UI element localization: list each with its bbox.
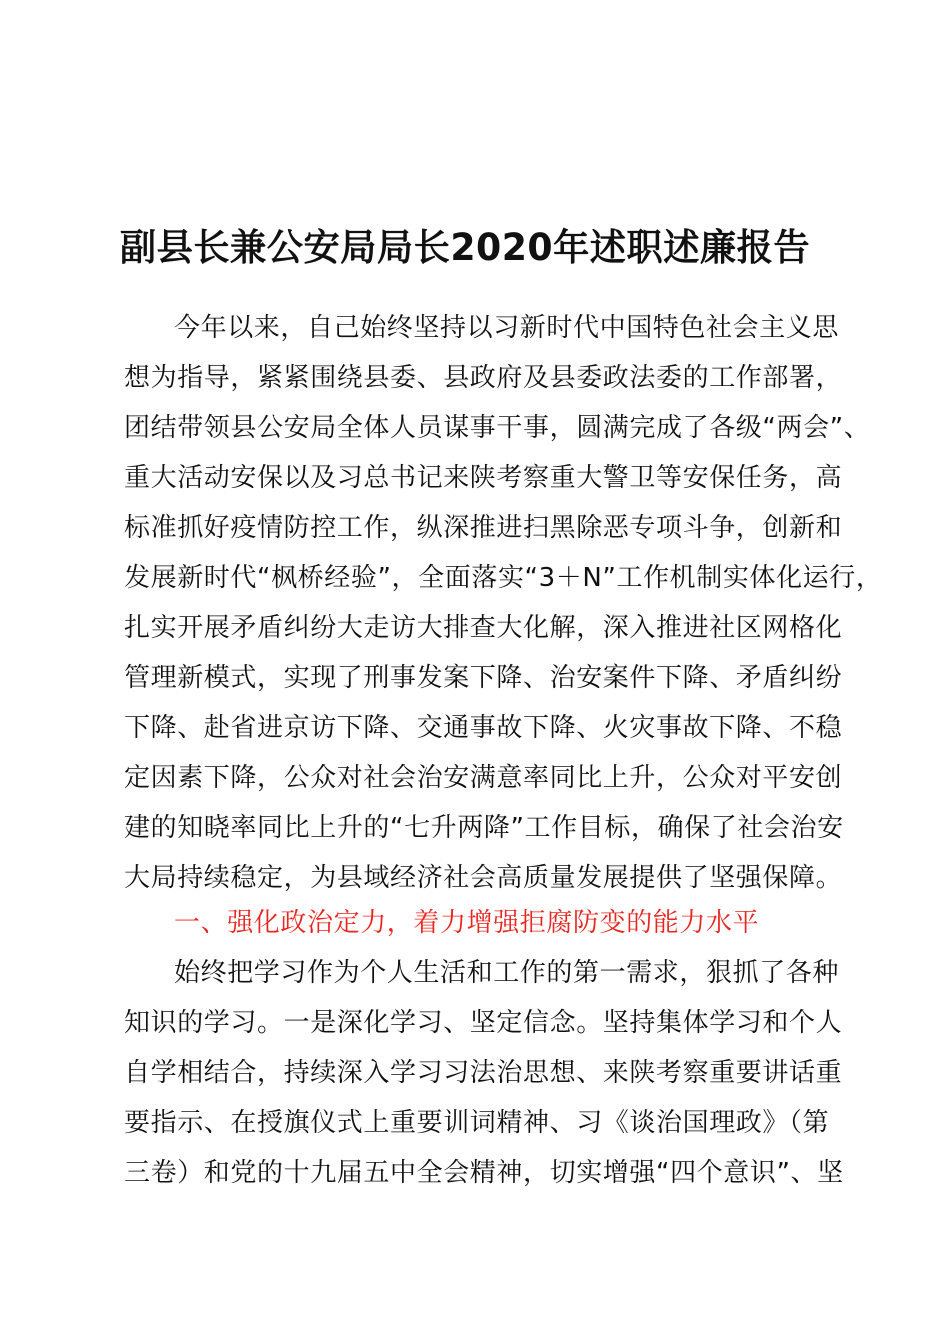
paragraph-line: 团结带领县公安局全体人员谋事干事，圆满完成了各级“两会”、 — [124, 413, 871, 443]
paragraph-line: 建的知晓率同比上升的“七升两降”工作目标，确保了社会治安 — [124, 813, 844, 843]
paragraph-line: 三卷）和党的十九届五中全会精神，切实增强“四个意识”、坚 — [124, 1158, 844, 1188]
paragraph-line: 大局持续稳定，为县域经济社会高质量发展提供了坚强保障。 — [124, 863, 843, 893]
paragraph-line: 定因素下降，公众对社会治安满意率同比上升，公众对平安创 — [124, 763, 843, 793]
paragraph-line: 管理新模式，实现了刑事发案下降、治安案件下降、矛盾纠纷 — [124, 663, 843, 693]
paragraph-line: 始终把学习作为个人生活和工作的第一需求，狠抓了各种 — [174, 958, 840, 988]
section-heading: 一、强化政治定力，着力增强拒腐防变的能力水平 — [174, 908, 760, 938]
paragraph-line: 标准抓好疫情防控工作，纵深推进扫黑除恶专项斗争，创新和 — [124, 513, 843, 543]
paragraph-line: 知识的学习。一是深化学习、坚定信念。坚持集体学习和个人 — [124, 1008, 843, 1038]
paragraph-line: 自学相结合，持续深入学习习法治思想、来陕考察重要讲话重 — [124, 1058, 843, 1088]
paragraph-line: 下降、赴省进京访下降、交通事故下降、火灾事故下降、不稳 — [124, 713, 843, 743]
paragraph-line: 想为指导，紧紧围绕县委、县政府及县委政法委的工作部署， — [124, 363, 843, 393]
paragraph-line: 扎实开展矛盾纠纷大走访大排查大化解，深入推进社区网格化 — [124, 613, 843, 643]
paragraph-line: 今年以来，自己始终坚持以习新时代中国特色社会主义思 — [174, 313, 840, 343]
paragraph-line: 发展新时代“枫桥经验”，全面落实“3＋N”工作机制实体化运行， — [124, 563, 883, 593]
paragraph-line: 重大活动安保以及习总书记来陕考察重大警卫等安保任务，高 — [124, 463, 843, 493]
document-title: 副县长兼公安局局长2020年述职述廉报告 — [119, 226, 811, 269]
paragraph-line: 要指示、在授旗仪式上重要训词精神、习《谈治国理政》（第 — [124, 1108, 830, 1138]
